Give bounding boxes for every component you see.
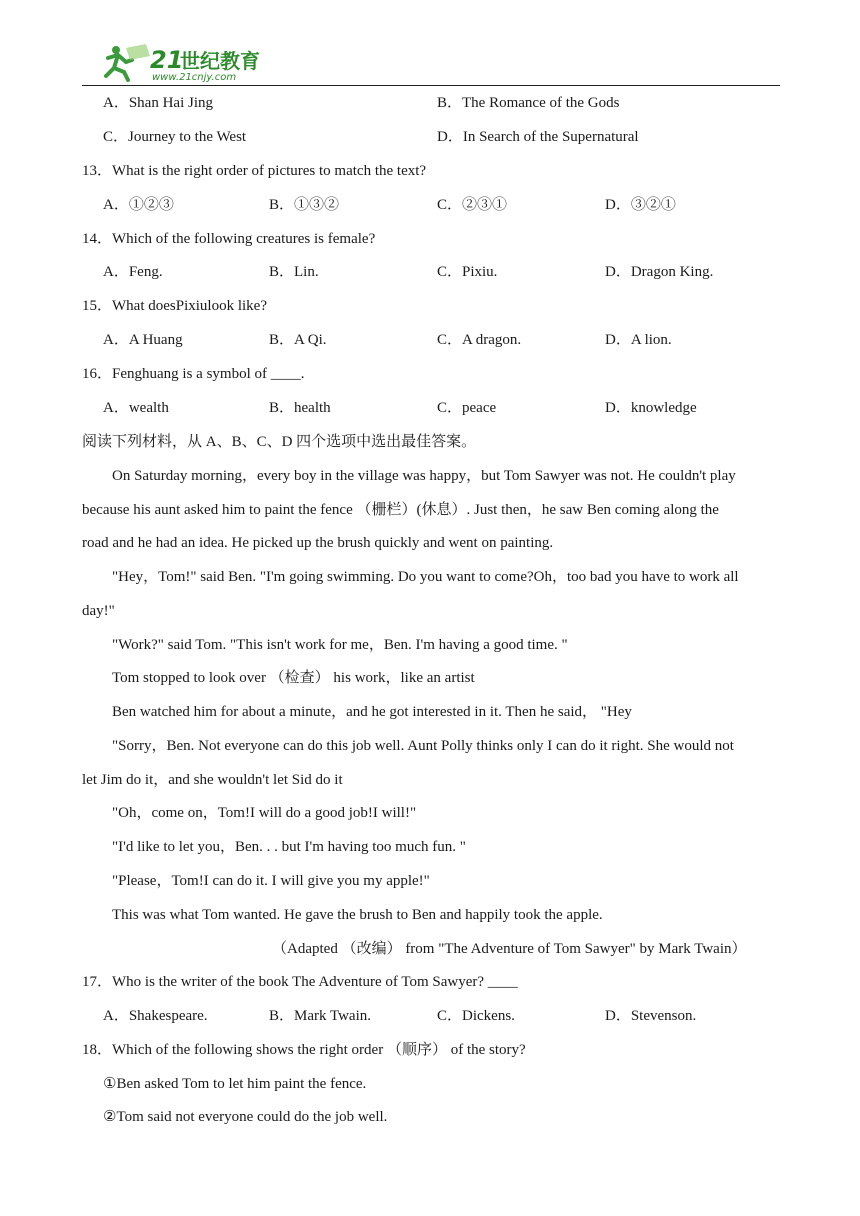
- option-c: C．Pixiu.: [437, 264, 498, 280]
- option-d: D．Dragon King.: [605, 264, 714, 280]
- option-b: B．Mark Twain.: [269, 1008, 371, 1024]
- passage-line: On Saturday morning，every boy in the village was happy，but Tom Sawyer was not. He couldn't play: [112, 468, 736, 484]
- passage-line: "Please，Tom!I can do it. I will give you my apple!": [112, 873, 430, 889]
- option-a: A．A Huang: [103, 332, 183, 348]
- passage-line: because his aunt asked him to paint the fence （栅栏）(休息）. Just then，he saw Ben coming along the: [82, 502, 719, 518]
- option-d: D．A lion.: [605, 332, 672, 348]
- option-a: A．Feng.: [103, 264, 163, 280]
- question-stem: 13．What is the right order of pictures to match the text?: [82, 163, 427, 179]
- header-rule: [82, 85, 780, 86]
- option-b: B．A Qi.: [269, 332, 327, 348]
- passage-line: "Oh，come on，Tom!I will do a good job!I will!": [112, 805, 417, 821]
- runner-logo-icon: [102, 42, 272, 84]
- option-b: B．①③②: [269, 197, 340, 213]
- question-stem: 16．Fenghuang is a symbol of ____.: [82, 366, 305, 382]
- page-header: [82, 40, 780, 86]
- option-b: B．Lin.: [269, 264, 319, 280]
- passage-line: "I'd like to let you，Ben. . . but I'm having too much fun. ": [112, 839, 466, 855]
- option-a: A．wealth: [103, 400, 169, 416]
- passage-line: This was what Tom wanted. He gave the brush to Ben and happily took the apple.: [112, 907, 603, 923]
- svg-text:www.21cnjy.com: www.21cnjy.com: [152, 72, 237, 83]
- logo: [102, 42, 272, 84]
- passage-line: "Hey，Tom!" said Ben. "I'm going swimming. Do you want to come?Oh，too bad you have to work all: [112, 569, 739, 585]
- svg-text:21: 21: [150, 46, 184, 74]
- option-c: C．A dragon.: [437, 332, 522, 348]
- passage-line: let Jim do it，and she wouldn't let Sid do it: [82, 772, 343, 788]
- option-b: B．health: [269, 400, 331, 416]
- passage-source: （Adapted （改编） from "The Adventure of Tom Sawyer" by Mark Twain）: [272, 941, 747, 957]
- passage-line: Ben watched him for about a minute，and he got interested in it. Then he said， "Hey: [112, 704, 632, 720]
- option-d: D．Stevenson.: [605, 1008, 697, 1024]
- order-item: ②Tom said not everyone could do the job well.: [103, 1109, 388, 1125]
- order-item: ①Ben asked Tom to let him paint the fence.: [103, 1076, 367, 1092]
- passage-line: "Sorry，Ben. Not everyone can do this job well. Aunt Polly thinks only I can do it right. She would not: [112, 738, 734, 754]
- question-stem: 14．Which of the following creatures is female?: [82, 231, 376, 247]
- option-c: C．Dickens.: [437, 1008, 515, 1024]
- svg-text:世纪教育: 世纪教育: [180, 49, 260, 73]
- option-d: D．In Search of the Supernatural: [437, 129, 639, 145]
- option-d: D．③②①: [605, 197, 676, 213]
- option-c: C．②③①: [437, 197, 508, 213]
- question-stem: 15．What doesPixiulook like?: [82, 298, 267, 314]
- passage-line: "Work?" said Tom. "This isn't work for me，Ben. I'm having a good time. ": [112, 637, 568, 653]
- option-d: D．knowledge: [605, 400, 697, 416]
- option-a: A．Shakespeare.: [103, 1008, 208, 1024]
- question-stem: 17．Who is the writer of the book The Adventure of Tom Sawyer? ____: [82, 974, 518, 990]
- passage-line: day!": [82, 603, 115, 619]
- passage-line: road and he had an idea. He picked up the brush quickly and went on painting.: [82, 535, 554, 551]
- option-a: A．①②③: [103, 197, 174, 213]
- option-c: C．Journey to the West: [103, 129, 247, 145]
- option-b: B．The Romance of the Gods: [437, 95, 620, 111]
- passage-line: Tom stopped to look over （检查） his work，like an artist: [112, 670, 475, 686]
- option-c: C．peace: [437, 400, 497, 416]
- question-stem: 18．Which of the following shows the right order （顺序） of the story?: [82, 1042, 526, 1058]
- reading-instruction: 阅读下列材料，从 A、B、C、D 四个选项中选出最佳答案。: [82, 434, 477, 450]
- option-a: A．Shan Hai Jing: [103, 95, 213, 111]
